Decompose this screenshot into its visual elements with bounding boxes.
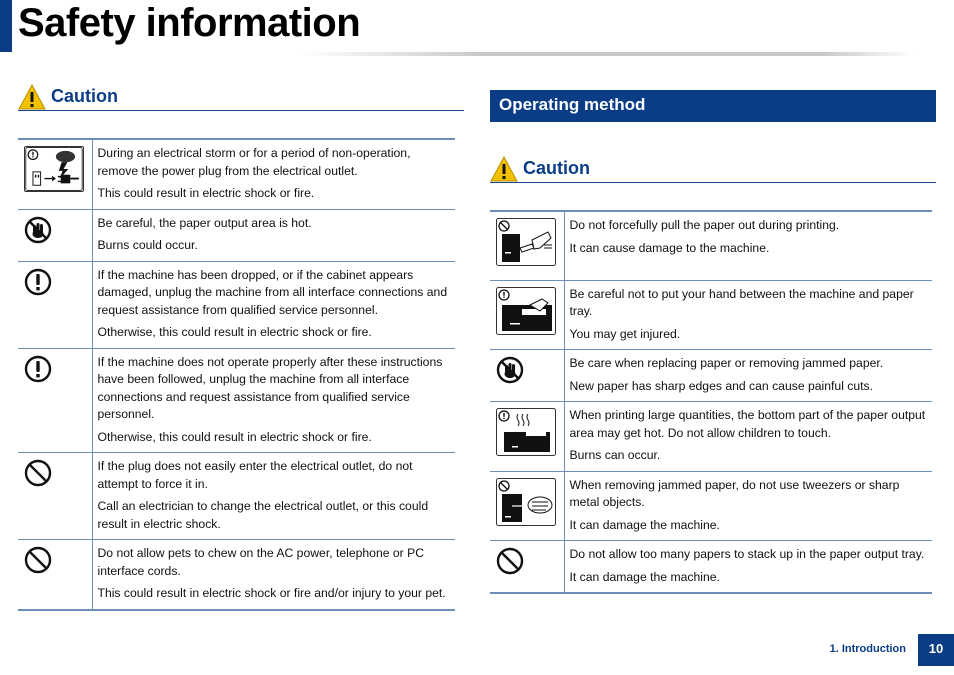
table-row bbox=[18, 453, 455, 540]
exclamation-icon bbox=[24, 355, 52, 383]
row-text: Otherwise, this could result in electric shock or fire. bbox=[97, 429, 372, 444]
table-row bbox=[490, 541, 932, 594]
footer-section-link[interactable]: 1. Introduction bbox=[829, 643, 906, 655]
row-text: Burns could occur. bbox=[97, 238, 198, 252]
warning-triangle-icon bbox=[18, 84, 46, 110]
row-text: This could result in electric shock or fire and/or injury to your pet. bbox=[97, 586, 446, 600]
hot-output-warning-icon bbox=[496, 408, 556, 456]
table-row bbox=[490, 211, 932, 280]
title-accent-bar bbox=[0, 0, 12, 52]
table-row bbox=[18, 540, 455, 610]
table-row bbox=[18, 348, 455, 453]
table-row bbox=[18, 209, 455, 261]
row-text: You may get injured. bbox=[569, 326, 681, 341]
row-text: Be care when replacing paper or removing jammed paper. bbox=[569, 356, 884, 370]
row-text: When printing large quantities, the bottom part of the paper output area may get hot. Do not allow children to touch. bbox=[569, 408, 926, 440]
page-title: Safety information bbox=[18, 1, 361, 45]
caution-heading-left bbox=[18, 83, 464, 111]
pull-paper-prohibited-icon bbox=[496, 218, 556, 266]
table-row bbox=[18, 261, 455, 348]
caution-label: Caution bbox=[51, 86, 118, 106]
row-text: It can damage the machine. bbox=[569, 569, 720, 584]
table-row bbox=[490, 350, 932, 402]
row-text: Otherwise, this could result in electric shock or fire. bbox=[97, 325, 372, 339]
section-title-bar: Operating method bbox=[490, 90, 936, 122]
hand-in-tray-warning-icon bbox=[496, 287, 556, 335]
row-text: Do not allow too many papers to stack up in the paper output tray. bbox=[569, 547, 925, 561]
prohibited-icon bbox=[24, 546, 52, 574]
title-underline bbox=[300, 52, 914, 56]
row-text: When removing jammed paper, do not use tweezers or sharp metal objects. bbox=[569, 477, 900, 509]
row-text: This could result in electric shock or fire. bbox=[97, 186, 315, 200]
row-text: It can damage the machine. bbox=[569, 517, 720, 532]
row-text: During an electrical storm or for a period of non-operation, remove the power plug from the electrical outlet. bbox=[97, 146, 411, 178]
row-text: Be careful, the paper output area is hot. bbox=[97, 215, 312, 230]
prohibited-icon bbox=[24, 459, 52, 487]
row-text: Do not forcefully pull the paper out during printing. bbox=[569, 218, 840, 232]
row-text: Be careful not to put your hand between the machine and paper tray. bbox=[569, 286, 914, 318]
caution-heading-right bbox=[490, 155, 936, 183]
row-text: Burns can occur. bbox=[569, 448, 661, 462]
exclamation-icon bbox=[24, 268, 52, 296]
warning-triangle-icon bbox=[490, 156, 518, 182]
row-text: New paper has sharp edges and can cause painful cuts. bbox=[569, 378, 874, 393]
table-row bbox=[490, 471, 932, 541]
hot-surface-no-touch-icon bbox=[24, 216, 52, 244]
prohibited-icon bbox=[496, 547, 524, 575]
hot-surface-no-touch-icon bbox=[496, 356, 524, 384]
caution-label: Caution bbox=[523, 158, 590, 178]
row-text: If the machine has been dropped, or if the cabinet appears damaged, unplug the machine from all interface connections and request assistance from qualified service personnel. bbox=[97, 267, 448, 317]
page-number: 10 bbox=[918, 634, 954, 666]
row-text: If the plug does not easily enter the electrical outlet, do not attempt to force it in. bbox=[97, 459, 413, 491]
tweezers-prohibited-icon bbox=[496, 478, 556, 526]
row-text: It can cause damage to the machine. bbox=[569, 240, 770, 255]
row-text: Do not allow pets to chew on the AC power, telephone or PC interface cords. bbox=[97, 546, 425, 578]
table-row bbox=[18, 139, 455, 209]
table-row bbox=[490, 280, 932, 350]
left-caution-table bbox=[18, 138, 455, 611]
table-row bbox=[490, 402, 932, 472]
right-caution-table bbox=[490, 210, 932, 594]
storm-unplug-icon bbox=[24, 146, 84, 192]
row-text: Call an electrician to change the electrical outlet, or this could result in electric shock. bbox=[97, 499, 429, 531]
row-text: If the machine does not operate properly after these instructions have been followed, unplug the machine from all interface connections and request assistance from qualified service personnel. bbox=[97, 354, 443, 421]
